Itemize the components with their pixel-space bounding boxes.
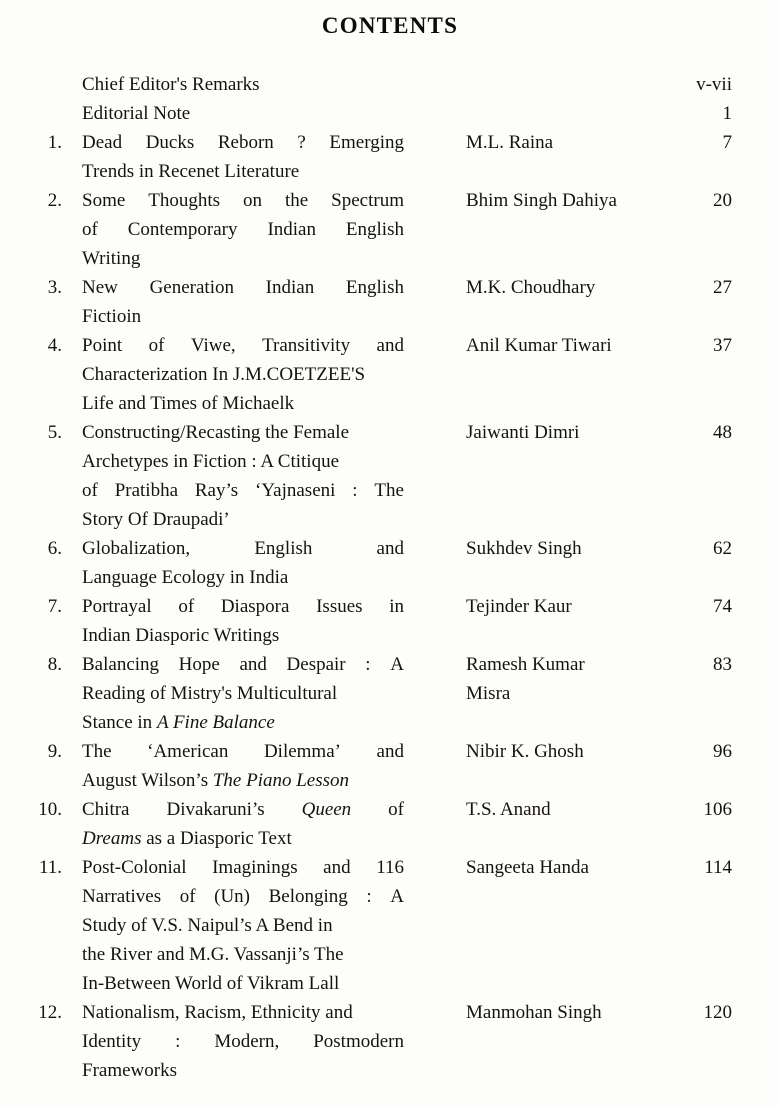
entry-title[interactable]: [82, 186, 404, 273]
toc-entry[interactable]: [0, 737, 780, 795]
entry-number: 4.: [47, 335, 62, 356]
entry-title[interactable]: [82, 737, 404, 795]
entry-number: 8.: [47, 654, 62, 675]
entry-title[interactable]: [82, 650, 404, 737]
title-line: Nationalism, Racism, Ethnicity and: [82, 1002, 353, 1023]
title-line: Indian Diasporic Writings: [82, 625, 280, 646]
title-line: Reading of Mistry's Multicultural: [82, 683, 338, 704]
author-line: Misra: [466, 683, 511, 704]
title-line: Portrayal of Diaspora Issues in: [82, 596, 404, 617]
toc-entry[interactable]: [0, 418, 780, 534]
entry-page-number: 106: [703, 799, 732, 820]
entry-page-number: 37: [713, 335, 732, 356]
title-line: Study of V.S. Naipul’s A Bend in: [82, 915, 333, 936]
toc-entry[interactable]: [0, 273, 780, 331]
title-line: the River and M.G. Vassanji’s The: [82, 944, 344, 965]
title-line: In-Between World of Vikram Lall: [82, 973, 340, 994]
entry-title[interactable]: [82, 273, 404, 331]
title-line: Identity : Modern, Postmodern: [82, 1031, 404, 1052]
entry-page-number: 83: [713, 654, 732, 675]
author-line: Anil Kumar Tiwari: [466, 335, 612, 356]
entry-title[interactable]: [82, 795, 404, 853]
title-line: Balancing Hope and Despair : A: [82, 654, 404, 675]
title-line: Chitra Divakaruni’s Queen of: [82, 799, 404, 820]
page-title: CONTENTS: [321, 13, 459, 38]
entry-page-number: 120: [703, 1002, 732, 1023]
title-line: New Generation Indian English: [82, 277, 404, 298]
toc-entry[interactable]: [0, 331, 780, 418]
entry-page-number: 27: [713, 277, 732, 298]
author-line: M.K. Choudhary: [466, 277, 596, 298]
title-line: Point of Viwe, Transitivity and: [82, 335, 404, 356]
title-line: Some Thoughts on the Spectrum: [82, 190, 404, 211]
entry-page-number: 62: [713, 538, 732, 559]
book-title: A Fine Balance: [156, 712, 275, 733]
title-line: of Pratibha Ray’s ‘Yajnaseni : The: [82, 480, 404, 501]
title-line: August Wilson’s The Piano Lesson: [82, 770, 350, 791]
entry-page-number: 1: [722, 103, 732, 124]
author-line: Bhim Singh Dahiya: [466, 190, 617, 211]
book-title: The Piano Lesson: [212, 770, 350, 791]
book-title: Dreams: [82, 828, 142, 849]
title-line: Stance in A Fine Balance: [82, 712, 275, 733]
entry-number: 12.: [38, 1002, 62, 1023]
author-line: Sukhdev Singh: [466, 538, 582, 559]
title-line: Dead Ducks Reborn ? Emerging: [82, 132, 404, 153]
title-line: Frameworks: [82, 1060, 177, 1081]
entry-number: 10.: [38, 799, 62, 820]
entry-number: 3.: [47, 277, 62, 298]
entry-title[interactable]: [82, 331, 404, 418]
title-line: Chief Editor's Remarks: [82, 74, 260, 95]
entry-title[interactable]: [82, 534, 404, 592]
title-line: Fictioin: [82, 306, 142, 327]
toc-entry[interactable]: [0, 99, 780, 128]
title-line: Narratives of (Un) Belonging : A: [82, 886, 404, 907]
author-line: Jaiwanti Dimri: [466, 422, 580, 443]
table-of-contents: [0, 70, 780, 1085]
title-line: Globalization, English and: [82, 538, 404, 559]
author-line: Nibir K. Ghosh: [466, 741, 584, 762]
entry-page-number: 96: [713, 741, 732, 762]
author-line: Manmohan Singh: [466, 1002, 602, 1023]
toc-entry[interactable]: [0, 795, 780, 853]
title-line: Archetypes in Fiction : A Ctitique: [82, 451, 340, 472]
entry-number: 2.: [47, 190, 62, 211]
title-line: Constructing/Recasting the Female: [82, 422, 350, 443]
toc-entry[interactable]: [0, 534, 780, 592]
entry-title[interactable]: [82, 853, 404, 998]
entry-number: 5.: [47, 422, 62, 443]
entry-title[interactable]: [82, 99, 404, 128]
author-line: Ramesh Kumar: [466, 654, 585, 675]
title-line: Trends in Recenet Literature: [82, 161, 300, 182]
title-line: The ‘American Dilemma’ and: [82, 741, 404, 762]
entry-title[interactable]: [82, 418, 404, 534]
toc-entry[interactable]: [0, 70, 780, 99]
toc-entry[interactable]: [0, 128, 780, 186]
toc-entry[interactable]: [0, 650, 780, 737]
author-line: T.S. Anand: [466, 799, 551, 820]
entry-title[interactable]: [82, 70, 404, 99]
title-line: Characterization In J.M.COETZEE'S: [82, 364, 366, 385]
toc-entry[interactable]: [0, 998, 780, 1085]
entry-title[interactable]: [82, 128, 404, 186]
title-line: Editorial Note: [82, 103, 191, 124]
author-line: Tejinder Kaur: [466, 596, 572, 617]
author-line: M.L. Raina: [466, 132, 554, 153]
title-line: Dreams as a Diasporic Text: [82, 828, 292, 849]
entry-page-number: v-vii: [696, 74, 732, 95]
toc-entry[interactable]: [0, 592, 780, 650]
entry-page-number: 20: [713, 190, 732, 211]
entry-number: 9.: [47, 741, 62, 762]
title-line: Post-Colonial Imaginings and 116: [82, 857, 404, 878]
title-line: of Contemporary Indian English: [82, 219, 404, 240]
entry-number: 1.: [47, 132, 62, 153]
title-line: Language Ecology in India: [82, 567, 289, 588]
entry-page-number: 74: [713, 596, 732, 617]
entry-page-number: 114: [704, 857, 732, 878]
entry-page-number: 48: [713, 422, 732, 443]
entry-title[interactable]: [82, 998, 404, 1085]
entry-title[interactable]: [82, 592, 404, 650]
title-line: Writing: [82, 248, 141, 269]
author-line: Sangeeta Handa: [466, 857, 589, 878]
title-line: Life and Times of Michaelk: [82, 393, 295, 414]
entry-number: 11.: [38, 857, 62, 878]
toc-entry[interactable]: [0, 186, 780, 273]
book-title: Queen: [301, 799, 352, 820]
entry-number: 7.: [47, 596, 62, 617]
toc-entry[interactable]: [0, 853, 780, 998]
entry-page-number: 7: [722, 132, 732, 153]
entry-number: 6.: [47, 538, 62, 559]
title-line: Story Of Draupadi’: [82, 509, 230, 530]
